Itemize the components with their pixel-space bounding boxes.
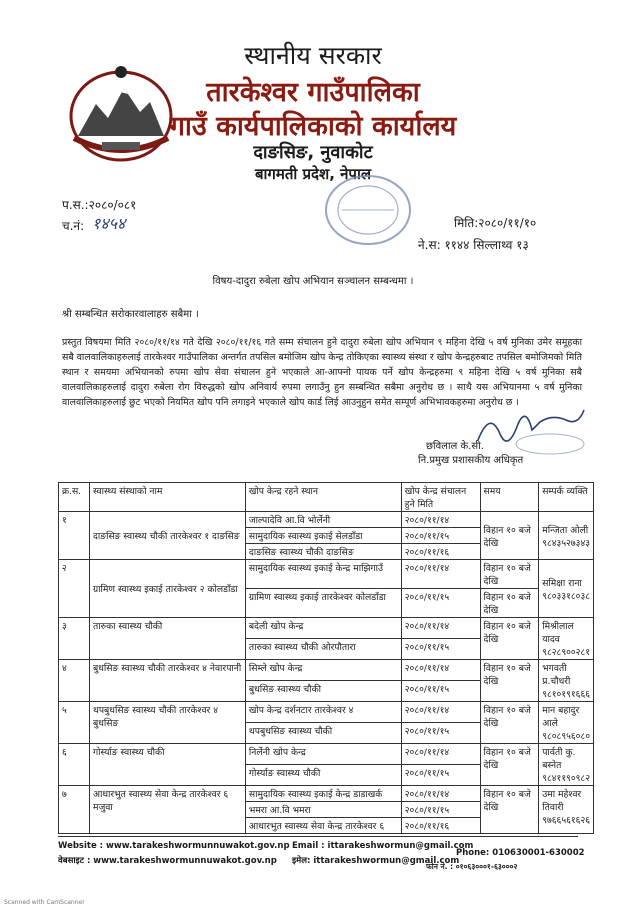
serial-number: ७ (59, 786, 90, 834)
contact-name: पार्वती कु. बस्नेत (542, 747, 576, 771)
contact-person (539, 560, 594, 618)
dispatch-stamp-icon (322, 170, 414, 250)
column-header: क्र.स. (59, 483, 90, 512)
signature-icon (470, 400, 590, 460)
table-header-row (59, 483, 594, 512)
table-row (59, 660, 594, 681)
vaccination-place: भमरा आ.वि भमरा (245, 802, 401, 818)
letter-addressee: श्री सम्बन्धित सरोकारवालाहरु सबैमा । (62, 309, 199, 320)
vaccination-date: २०८०/११/१५ (401, 802, 480, 818)
vaccination-time: विहान १० बजे देखि (480, 660, 539, 702)
vaccination-place: बुधसिङ स्वास्थ्य चौकी (245, 681, 401, 702)
vaccination-date: २०८०/११/१४ (401, 512, 480, 528)
vaccination-date: २०८०/११/१४ (401, 618, 480, 639)
contact-person (539, 618, 594, 660)
letter-subject: विषय-दादुरा रुबेला खोप अभियान सञ्चालन सम्बन्धमा । (212, 276, 414, 287)
footer-email-np: इमेल: ittarakeshwormun@gmail.com (292, 856, 460, 866)
vaccination-date: २०८०/११/१५ (401, 639, 480, 660)
vaccination-place: खोप केन्द्र दर्शनटार तारकेश्वर ४ (245, 702, 401, 723)
dispatch-number-label: च.नं: (62, 219, 85, 233)
contact-person (539, 660, 594, 702)
table-row (59, 786, 594, 802)
vaccination-date: २०८०/११/१५ (401, 765, 480, 786)
table-row (59, 744, 594, 765)
office-address: दाङसिङ, नुवाकोट (253, 142, 373, 163)
contact-name: मान बहादुर आले (542, 705, 580, 729)
vaccination-place: सिम्ले खोप केन्द्र (245, 660, 401, 681)
vaccination-schedule-table (58, 482, 594, 834)
contact-phone: ९८४३५२७३४३ (542, 537, 590, 549)
vaccination-place: जाल्पादेवि आ.वि भोर्लेनी (245, 512, 401, 528)
vaccination-place: सामुदायिक स्वास्थ्य इकाई सेलडाँडा (245, 528, 401, 544)
table-row (59, 512, 594, 528)
institution-name: बुधसिङ स्वास्थ्य चौकी तारकेश्वर ४ नेवारपानी (89, 660, 245, 702)
footer-website-np: वेबसाइट : www.tarakeshwormunnuwakot.gov.np (58, 856, 277, 866)
footer-phone-np: फोन नं. : ०१०६३०००१-६३०००२ (426, 862, 518, 871)
vaccination-date: २०८०/११/१५ (401, 589, 480, 618)
contact-name: मन्जिता ओली (542, 524, 589, 536)
vaccination-time: विहान १० बजे देखि (480, 589, 539, 618)
table-row (59, 702, 594, 723)
institution-name: आधारभुत स्वास्थ्य सेवा केन्द्र तारकेश्वर ६ मजुवा (89, 786, 245, 834)
serial-number: ६ (59, 744, 90, 786)
contact-phone: ९८०३३१८०३८ (542, 590, 590, 602)
contact-person (539, 512, 594, 560)
vaccination-time: विहान १० बजे देखि (480, 560, 539, 589)
column-header: सम्पर्क व्यक्ति (539, 483, 594, 512)
vaccination-date: २०८०/११/१४ (401, 660, 480, 681)
serial-number: ५ (59, 702, 90, 744)
vaccination-place: बदेली खोप केन्द्र (245, 618, 401, 639)
municipality-name: तारकेश्वर गाउँपालिका (206, 77, 420, 108)
vaccination-place: थपबुधसिङ स्वास्थ्य चौकी (245, 723, 401, 744)
letter-body: प्रस्तुत विषयमा मिति २०८०/११/१४ गते देखि २०८०/११/१६ गते सम्म संचालन हुने दादुरा रुबेला खोप अभियान ९ महिना देखि ५ वर्ष मुनिका उमेर समूहका सबै वालवालिकाहरुलाई तारकेश्वर गाउँपालिका अन्तर्गत तपसिल बमोजिम खोप केन्द्र तोकिएका स्वास्थ्य संस्था र खोप केन्द्रहरुबाट तपसिल बमोजिमको मिति स्थान र समयमा अभियानको रुपमा खोप सेवा संचालन हुने भएकाले आ-आफ्नो पायक पर्ने खोप केन्द्रहरुमा ९ महिना देखि ५ वर्ष मुनिका सबै वालवालिकाहरुलाई दादुरा रुबेला रोग विरुद्धको खोप अनिवार्य रुपमा लगाउँनु हुन सम्बन्धित सबैमा अनुरोध छ । साथै यस अभियानमा ५ वर्ष मुनिका वालवालिकाहरुलाई छुट भएको नियमित खोप पनि लगाइने भएकाले खोप कार्ड लिई आउनुहुन समेत सम्पूर्ण अभिभावकहरुमा अनुरोध छ । (62, 337, 582, 408)
institution-name: ग्रामिण स्वास्थ्य इकाई तारकेश्वर २ कोलडाँडा (89, 560, 245, 618)
nepal-era-date: ने.स: ११४४ सिल्लाथ्व १३ (418, 238, 529, 252)
contact-phone: ९८०८९५६०८० (542, 731, 590, 742)
vaccination-place: दाङसिङ स्वास्थ्य चौकी दाङसिङ (245, 544, 401, 560)
serial-number: १ (59, 512, 90, 560)
vaccination-date: २०८०/११/१४ (401, 786, 480, 802)
serial-number: २ (59, 560, 90, 618)
contact-person (539, 744, 594, 786)
vaccination-place: निर्लेनी खोप केन्द्र (245, 744, 401, 765)
contact-name: मिश्रीलाल यादव (542, 621, 574, 645)
column-header: खोप केन्द्र रहने स्थान (245, 483, 401, 512)
province-name: बागमती प्रदेश, नेपाल (254, 165, 372, 183)
signer-name: छविलाल के.सी. (426, 441, 484, 452)
vaccination-place: आधारभुत स्वास्थ्य सेवा केन्द्र तारकेश्वर ६ (245, 818, 401, 834)
dispatch-number: १४५४ (92, 214, 126, 233)
signer-title: नि.प्रमुख प्रशासकीय अधिकृत (418, 455, 524, 466)
government-heading: स्थानीय सरकार (244, 41, 382, 70)
footer-phone-en: Phone: 010630001-630002 (456, 848, 585, 858)
contact-phone: ९७६६५६१६२६ (542, 815, 590, 826)
column-header: खोप केन्द्र संचालन हुने मिति (401, 483, 480, 512)
footer-website-en: Website : www.tarakeshwormunnuwakot.gov.np (58, 841, 290, 851)
institution-name: गोर्स्याङ स्वास्थ्य चौकी (89, 744, 245, 786)
letter-date: मिति:२०८०/११/१० (454, 216, 537, 230)
vaccination-date: २०८०/११/१४ (401, 702, 480, 723)
vaccination-time: विहान १० बजे देखि (480, 786, 539, 834)
vaccination-place: गोर्स्याङ स्वास्थ्य चौकी (245, 765, 401, 786)
vaccination-place: सामुदायिक स्वास्थ्य इकाई केन्द्र डाडाखर्क (245, 786, 401, 802)
institution-name: तारुका स्वास्थ्य चौकी (89, 618, 245, 660)
institution-name: थपबुधसिङ स्वास्थ्य चौकी तारकेश्वर ४ बुधसिङ (89, 702, 245, 744)
scanner-watermark: Scanned with CamScanner (4, 899, 85, 906)
vaccination-date: २०८०/११/१५ (401, 681, 480, 702)
serial-number: ४ (59, 660, 90, 702)
vaccination-date: २०८०/११/१४ (401, 744, 480, 765)
column-header: समय (480, 483, 539, 512)
vaccination-time: विहान १० बजे देखि (480, 702, 539, 744)
table-row (59, 618, 594, 639)
contact-phone: ९८२८९००२८१ (542, 647, 590, 658)
contact-name: भगवती प्र.चौधरी (542, 663, 571, 687)
contact-person (539, 786, 594, 834)
contact-name: समिक्षा राना (542, 577, 582, 589)
contact-phone: ९८४११९०९८२ (542, 773, 590, 784)
vaccination-time: विहान १० बजे देखि (480, 512, 539, 560)
institution-name: दाङसिङ स्वास्थ्य चौकी तारकेश्वर १ दाङसिङ (89, 512, 245, 560)
contact-name: उमा महेश्वर तिवारी (542, 789, 582, 813)
vaccination-time: विहान १० बजे देखि (480, 618, 539, 660)
office-name: गाउँ कार्यपालिकाको कार्यालय (169, 111, 457, 142)
vaccination-place: ग्रामिण स्वास्थ्य इकाई तारकेश्वर कोलडाँडा (245, 589, 401, 618)
reference-number: प.स.:२०८०/०८१ (62, 198, 137, 212)
footer-divider (58, 836, 578, 837)
vaccination-place: सामुदायिक स्वास्थ्य इकाई केन्द्र माझिगाउँ (245, 560, 401, 589)
column-header: स्वास्थ्य संस्थाको नाम (89, 483, 245, 512)
table-row (59, 560, 594, 589)
contact-person (539, 702, 594, 744)
footer-email-en: Email : ittarakeshwormun@gmail.com (292, 841, 474, 851)
vaccination-date: २०८०/११/१६ (401, 818, 480, 834)
vaccination-date: २०८०/११/१४ (401, 560, 480, 589)
vaccination-date: २०८०/११/१५ (401, 723, 480, 744)
serial-number: ३ (59, 618, 90, 660)
vaccination-time: विहान १० बजे देखि (480, 744, 539, 786)
contact-phone: ९८१०१९१६६६ (542, 689, 590, 700)
vaccination-date: २०८०/११/१५ (401, 528, 480, 544)
vaccination-date: २०८०/११/१६ (401, 544, 480, 560)
vaccination-place: तारुका स्वास्थ्य चौकी ओरपौतारा (245, 639, 401, 660)
